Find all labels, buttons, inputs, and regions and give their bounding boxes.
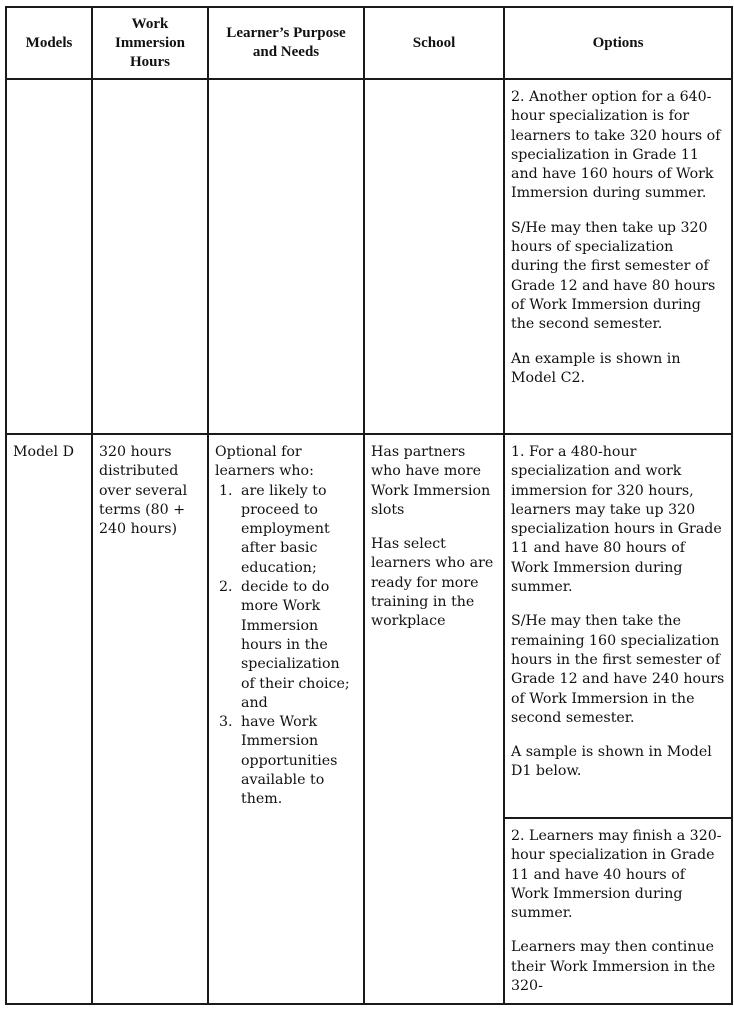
cell-options-option-1 [504, 434, 732, 818]
options-paragraph: 1. For a 480-hour specialization and work immersion for 320 hours, learners may take up 320 specialization hours in Grade 11 and have 80 hours of Work Immersion during summer. [511, 444, 722, 596]
options-paragraph: A sample is shown in Model D1 below. [511, 744, 712, 780]
header-options: Options [504, 7, 732, 79]
options-paragraph: S/He may then take up 320 hours of specialization during the first semester of Grade 12 and have 80 hours of Work Immersion during the second semester. [511, 219, 716, 333]
cell-school-empty [364, 79, 504, 434]
list-item: 2. decide to do more Work Immersion hours in the specialization of their choice; and [237, 578, 357, 713]
header-school: School [364, 7, 504, 79]
table-row-continued [6, 79, 732, 434]
cell-hours: 320 hours distributed over several terms (80 + 240 hours) [92, 434, 208, 1004]
header-models: Models [6, 7, 92, 79]
cell-options-option-2 [504, 818, 732, 1004]
cell-models-empty [6, 79, 92, 434]
list-item: 1. are likely to proceed to employment after basic education; [237, 482, 357, 578]
purpose-list [215, 482, 357, 810]
cell-purpose-empty [208, 79, 364, 434]
options-paragraph: 2. Another option for a 640-hour specialization is for learners to take 320 hours of specialization in Grade 11 and have 160 hours of Work Immersion during summer. [511, 89, 721, 202]
options-paragraph: S/He may then take the remaining 160 specialization hours in the first semester of Grade 12 and have 240 hours of Work Immersion in the second semester. [511, 613, 725, 726]
cell-options-continued [504, 79, 732, 434]
header-work-immersion-hours: Work Immersion Hours [92, 7, 208, 79]
work-immersion-models-table [5, 6, 733, 1005]
table-row-model-d [6, 434, 732, 818]
options-paragraph: Learners may then continue their Work Immersion in the 320- [511, 939, 716, 995]
purpose-intro: Optional for learners who: [215, 444, 314, 480]
list-item: 3. have Work Immersion opportunities available to them. [237, 713, 357, 809]
header-learners-purpose: Learner’s Purpose and Needs [208, 7, 364, 79]
cell-hours-empty [92, 79, 208, 434]
school-paragraph: Has select learners who are ready for more training in the workplace [371, 536, 494, 630]
options-paragraph: An example is shown in Model C2. [511, 350, 681, 386]
table-header-row [6, 7, 732, 79]
cell-purpose [208, 434, 364, 1004]
options-paragraph: 2. Learners may finish a 320-hour specialization in Grade 11 and have 40 hours of Work Immersion during summer. [511, 828, 722, 922]
school-paragraph: Has partners who have more Work Immersion slots [371, 444, 491, 518]
cell-model-name: Model D [6, 434, 92, 1004]
cell-school [364, 434, 504, 1004]
